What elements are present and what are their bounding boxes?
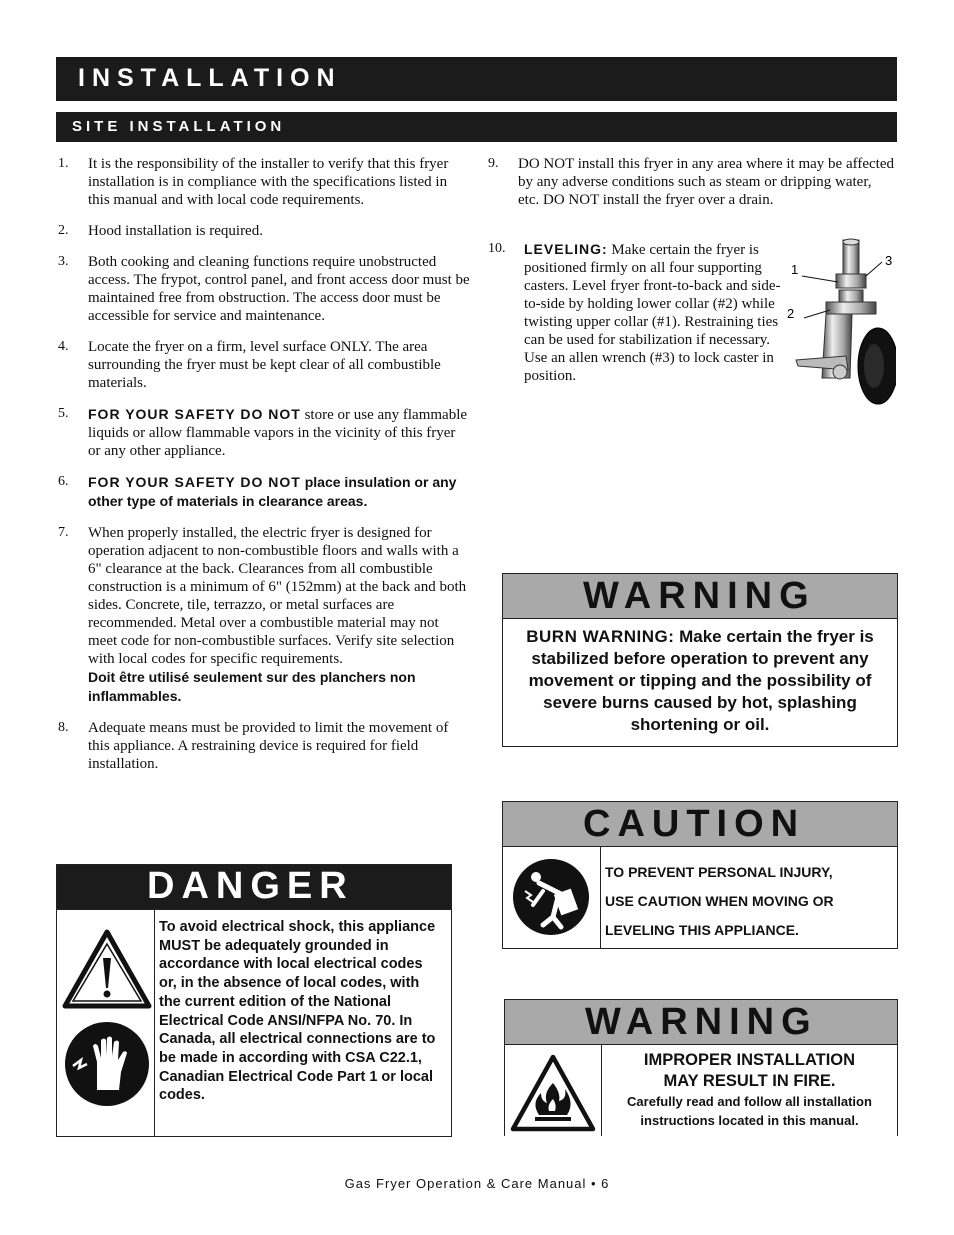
item-number: 4. <box>58 339 69 354</box>
danger-icon-column <box>57 910 155 1136</box>
section-title: INSTALLATION <box>78 64 342 92</box>
item-text: When properly installed, the electric fryer is designed for operation adjacent to non-combustible floors and walls with a 6" clearance at the back. Clearances from all combustible construction is a minimum of 6" (152mm) at the back and both sides. Concrete, tile, terrazzo, or metal surfaces are recommended. Metal over a combustible material may not meet code for non-combustible surfaces. Verify site selection with local codes for specific requirements. <box>88 525 467 667</box>
warning-lead: BURN WARNING: <box>526 627 675 646</box>
warning-line: MAY RESULT IN FIRE. <box>663 1072 836 1090</box>
warning-header <box>503 574 897 619</box>
page-footer: Gas Fryer Operation & Care Manual • 6 <box>344 1176 610 1191</box>
list-item <box>56 719 470 773</box>
list-item <box>56 473 470 511</box>
warning-text: Make certain the fryer is stabilized before operation to prevent any movement or tipping and the possibility of severe burns caused by hot, splashing shortening or oil. <box>528 627 874 734</box>
fire-icon-column <box>505 1045 602 1136</box>
item-text: DO NOT install this fryer in any area where it may be affected by any adverse conditions such as steam or dripping water, etc. DO NOT install the fryer over a drain. <box>518 156 894 208</box>
warning-title: WARNING <box>585 1001 818 1043</box>
item-text: Both cooking and cleaning functions require unobstructed access. The frypot, control panel, and front access door must be maintained free from obstruction. The access door must be accessible for service and maintenance. <box>88 254 470 324</box>
list-item <box>56 222 470 240</box>
burn-warning-box <box>502 573 898 747</box>
danger-title: DANGER <box>147 865 354 907</box>
warning-line: IMPROPER INSTALLATION <box>643 1051 856 1069</box>
item-lead: LEVELING: <box>524 241 608 257</box>
item-number: 7. <box>58 525 69 540</box>
caster-label-2: 2 <box>787 306 795 321</box>
danger-box <box>56 864 452 1137</box>
right-instruction-list <box>486 155 896 222</box>
caution-text <box>605 858 834 945</box>
item-text: store or use any flammable liquids or allow flammable vapors in the vicinity of this fryer or any other appliance. <box>88 407 468 459</box>
caution-icon-column <box>503 847 601 948</box>
item-number: 6. <box>58 474 69 489</box>
item-lead: FOR YOUR SAFETY DO NOT <box>88 406 301 422</box>
item-text: It is the responsibility of the installer to verify that this fryer installation is in compliance with the specifications listed in this manual and with local code requirements. <box>88 156 449 208</box>
caution-line: LEVELING THIS APPLIANCE. <box>605 922 799 938</box>
fire-warning-text <box>602 1050 897 1130</box>
danger-header <box>57 865 451 910</box>
item-number: 10. <box>488 241 506 256</box>
leveling-item <box>486 240 786 385</box>
warning-triangle-icon <box>61 928 153 1010</box>
electric-shock-hand-icon <box>63 1020 151 1108</box>
item-note: Doit être utilisé seulement sur des planchers non inflammables. <box>88 669 416 704</box>
item-number: 2. <box>58 223 69 238</box>
danger-text: To avoid electrical shock, this appliance MUST be adequately grounded in accordance with local electrical codes or, in the absence of local codes, with the current edition of the National Electrical Code ANSI/NFPA No. 70. In Canada, all electrical connections are to be made in according with CSA C22.1, Canadian Electrical Code Part 1 or local codes. <box>159 919 436 1104</box>
subsection-title: SITE INSTALLATION <box>72 118 286 135</box>
list-item <box>56 405 470 460</box>
item-text: Adequate means must be provided to limit the movement of this appliance. A restraining device is required for field installation. <box>88 720 449 772</box>
list-item <box>56 253 470 325</box>
list-item <box>56 155 470 209</box>
list-item <box>56 524 470 706</box>
item-number: 8. <box>58 720 69 735</box>
subsection-header <box>56 112 897 142</box>
warning-title: WARNING <box>583 575 816 617</box>
item-text: place insulation or any other type of materials in clearance areas. <box>88 474 457 509</box>
item-number: 3. <box>58 254 69 269</box>
flammable-icon <box>509 1053 597 1133</box>
section-header <box>56 57 897 101</box>
item-lead: FOR YOUR SAFETY DO NOT <box>88 474 301 490</box>
list-item <box>56 338 470 392</box>
item-number: 5. <box>58 406 69 421</box>
list-item <box>486 155 896 209</box>
caster-illustration <box>786 238 896 406</box>
left-instruction-list <box>56 155 470 786</box>
warning-line: Carefully read and follow all installation <box>627 1094 872 1109</box>
item-number: 9. <box>488 156 499 171</box>
warning-header <box>505 1000 897 1045</box>
caution-box <box>502 801 898 949</box>
item-text: Locate the fryer on a firm, level surface ONLY. The area surrounding the fryer must be kept clear of all combustible materials. <box>88 339 441 391</box>
warning-line: instructions located in this manual. <box>640 1113 859 1128</box>
lifting-injury-icon <box>503 847 600 947</box>
caution-line: USE CAUTION WHEN MOVING OR <box>605 893 834 909</box>
item-text: Make certain the fryer is positioned firmly on all four supporting casters. Level fryer front-to-back and side-to-side by holding lower collar (#2) while twisting upper collar (#1). Restraining ties can be used for stabilization if necessary. Use an allen wrench (#3) to lock caster in position. <box>524 242 781 384</box>
caster-label-3: 3 <box>885 253 893 268</box>
fire-warning-box <box>504 999 898 1136</box>
caster-label-1: 1 <box>791 262 799 277</box>
item-number: 1. <box>58 156 69 171</box>
caution-title: CAUTION <box>583 803 806 845</box>
caution-header <box>503 802 897 847</box>
warning-body <box>511 626 889 736</box>
item-text: Hood installation is required. <box>88 223 263 239</box>
caution-line: TO PREVENT PERSONAL INJURY, <box>605 864 833 880</box>
